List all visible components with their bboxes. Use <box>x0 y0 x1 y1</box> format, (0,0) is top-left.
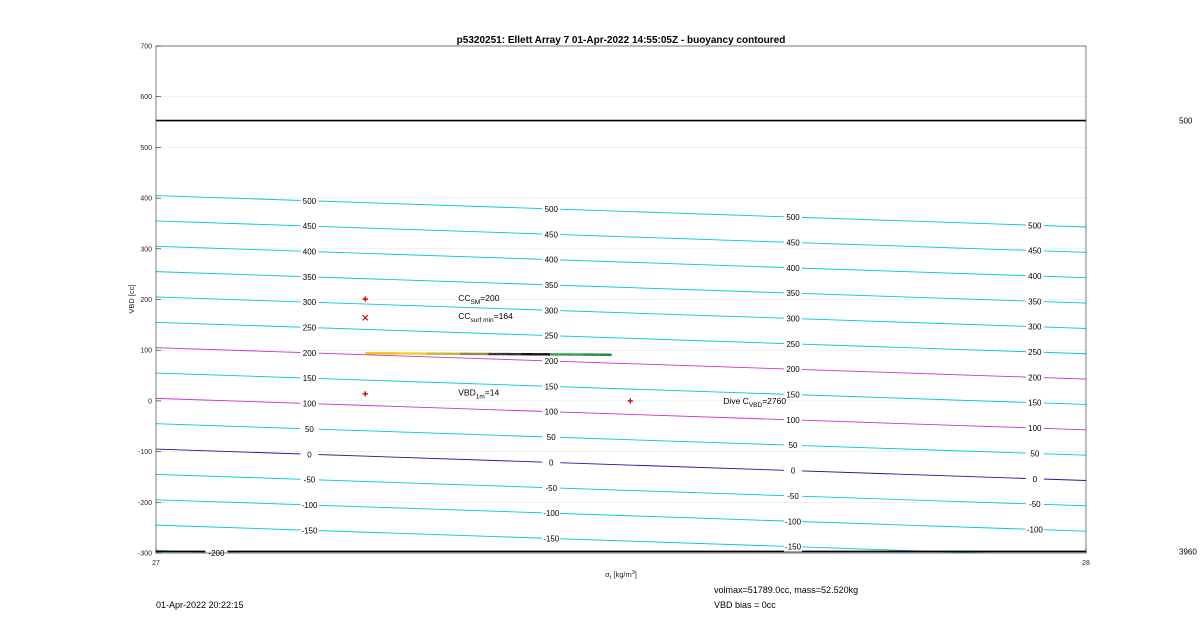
contour-label: 100 <box>786 415 800 425</box>
footer-volmax-mass: volmax=51789.0cc, mass=52.520kg <box>714 585 859 595</box>
contour-label: 50 <box>1030 449 1040 459</box>
contour-label: 350 <box>544 280 558 290</box>
contour-label: 200 <box>544 357 558 367</box>
annotation-value: =2760 <box>762 395 787 406</box>
y-axis-label: VBD [cc] <box>127 284 136 314</box>
x-axis-label-sup: 3 <box>631 570 635 576</box>
annotation-sub: surf min <box>470 317 494 325</box>
y-tick-label: 700 <box>140 43 152 51</box>
contour-label: 100 <box>302 399 317 409</box>
contour-label: 300 <box>1028 322 1042 332</box>
contour-label: -100 <box>1026 525 1043 535</box>
contour-label: 0 <box>307 450 312 460</box>
contour-label: 400 <box>544 255 558 265</box>
annotation-main: CC <box>458 311 471 322</box>
y-tick-label: -100 <box>137 449 152 457</box>
footer-vbd-bias: VBD bias = 0cc <box>714 600 776 610</box>
reference-line-label: 3960 <box>1179 547 1197 557</box>
annotation-value: =164 <box>493 311 513 322</box>
contour-label: 350 <box>1028 297 1042 307</box>
contour-label: 300 <box>544 306 558 316</box>
x-axis-label-symbol: σ <box>605 570 610 579</box>
contour-label: -50 <box>787 491 799 501</box>
contour-label: -50 <box>545 483 558 493</box>
y-tick-label: 200 <box>140 297 152 304</box>
contour-label: 50 <box>788 441 798 451</box>
contour-label: -150 <box>785 542 802 552</box>
x-tick-label: 27 <box>152 560 160 567</box>
contour-label: 150 <box>786 390 800 400</box>
contour-label: 250 <box>1028 348 1042 358</box>
contour-label: 150 <box>302 374 317 384</box>
reference-line-label: 500 <box>1179 116 1193 126</box>
contour-label: 200 <box>1028 373 1042 383</box>
contour-label: 500 <box>302 196 317 206</box>
contour-label: -150 <box>543 534 560 544</box>
y-tick-label: 0 <box>148 398 152 406</box>
contour-label: 450 <box>302 222 317 232</box>
annotation-main: VBD <box>458 387 476 398</box>
footer-timestamp: 01-Apr-2022 20:22:15 <box>156 600 244 610</box>
contour-label: 400 <box>786 263 800 273</box>
contour-label: 0 <box>549 458 554 468</box>
contour-label: 100 <box>1028 424 1042 434</box>
contour-label: 450 <box>1028 246 1042 256</box>
contour-label: 300 <box>786 314 800 324</box>
annotation-sub: VBD <box>748 401 763 409</box>
contour-label: 500 <box>544 204 558 214</box>
contour-label: -150 <box>301 526 318 536</box>
y-tick-label: 300 <box>140 246 152 254</box>
contour-label: 250 <box>302 323 317 333</box>
x-axis-label-sub: t <box>609 575 612 581</box>
contour-label: 400 <box>1028 271 1042 281</box>
contour-label: 150 <box>544 382 558 392</box>
contour-label: -50 <box>303 475 316 485</box>
contour-label: 100 <box>544 407 558 417</box>
contour-label: 150 <box>1028 398 1042 408</box>
contour-label: 200 <box>302 348 317 358</box>
chart-title: p5320251: Ellett Array 7 01-Apr-2022 14:55:05Z - buoyancy contoured <box>456 35 786 46</box>
contour-label: 500 <box>786 213 800 223</box>
contour-label: 50 <box>546 433 556 443</box>
contour-label: -100 <box>785 517 802 527</box>
contour-label: 200 <box>786 365 800 375</box>
annotation-value: =200 <box>480 292 500 303</box>
contour-label: 400 <box>302 247 317 257</box>
y-tick-label: 100 <box>140 347 152 355</box>
y-tick-label: 600 <box>140 94 152 102</box>
contour-label: 0 <box>790 466 796 476</box>
contour-label: 350 <box>302 272 317 282</box>
contour-label: 350 <box>786 289 800 299</box>
annotation-sub: 1m <box>475 393 485 401</box>
y-tick-label: -200 <box>137 499 152 507</box>
contour-label: 250 <box>786 339 800 349</box>
contour-label: 300 <box>302 298 317 308</box>
x-axis-label <box>605 570 637 581</box>
contour-label: 450 <box>786 238 800 248</box>
annotation-main: Dive C <box>723 395 749 406</box>
contour-label: -100 <box>301 500 318 510</box>
y-tick-label: -300 <box>137 550 152 558</box>
dive-trace <box>365 353 611 355</box>
contour-label: -200 <box>208 549 225 558</box>
annotation-value: =14 <box>484 387 500 398</box>
contour-label: 50 <box>304 424 314 434</box>
y-tick-label: 500 <box>140 144 152 152</box>
y-tick-label: 400 <box>140 195 152 203</box>
contour-label: -50 <box>1029 500 1041 510</box>
contour-label: -100 <box>543 509 560 519</box>
x-tick-label: 28 <box>1082 560 1090 567</box>
annotation-sub: SM <box>470 298 481 306</box>
contour-label: 450 <box>544 230 558 240</box>
annotation-main: CC <box>458 292 471 303</box>
x-axis-label-units: [kg/m <box>611 570 632 579</box>
x-axis-label-close: ] <box>634 570 637 579</box>
contour-label: 0 <box>1032 474 1038 484</box>
contour-label: 500 <box>1028 221 1042 231</box>
contour-label: 250 <box>544 331 558 341</box>
